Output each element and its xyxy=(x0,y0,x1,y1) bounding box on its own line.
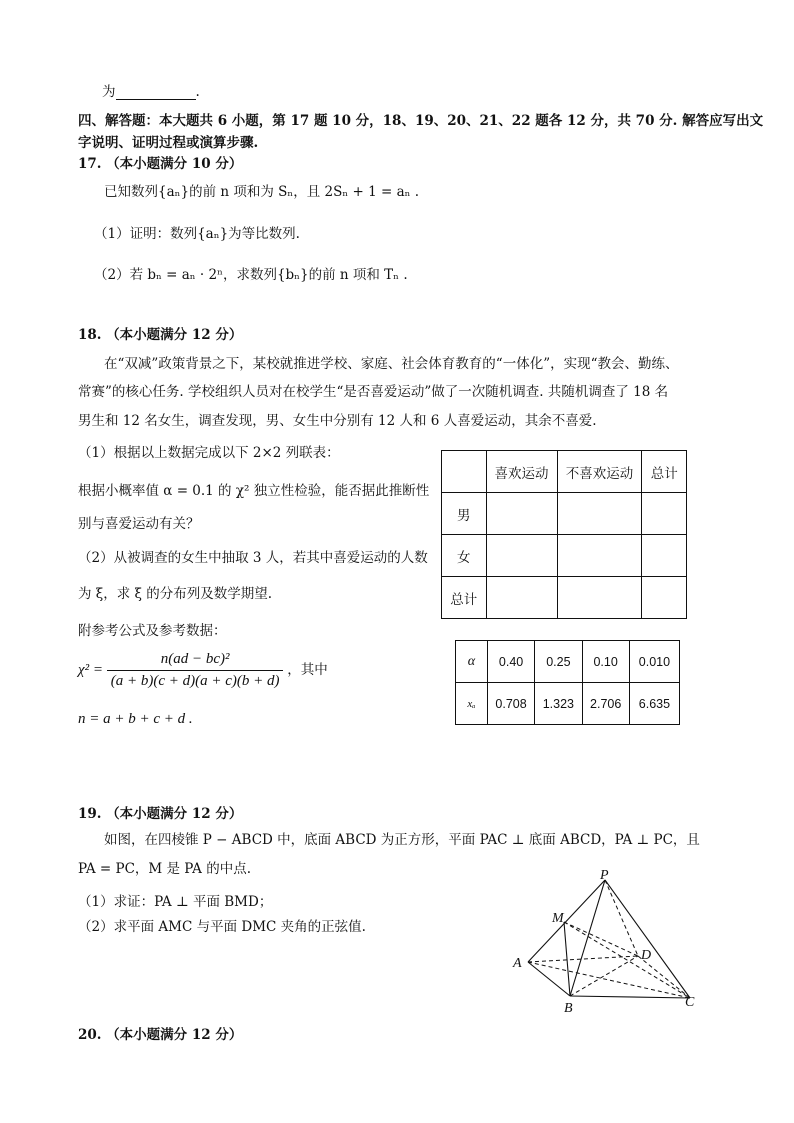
q18-part1-line1: （1）根据以上数据完成以下 2×2 列联表： xyxy=(78,445,340,461)
table-cell[interactable] xyxy=(557,535,642,577)
formula-denominator: (a + b)(c + d)(a + c)(b + d) xyxy=(110,673,280,689)
pyramid-figure xyxy=(508,868,708,1018)
edge-AD xyxy=(528,956,638,962)
table-row xyxy=(442,577,687,619)
q17-part1: （1）证明：数列{aₙ}为等比数列. xyxy=(94,226,300,242)
edge-BC xyxy=(570,996,690,998)
edge-PB xyxy=(570,880,605,996)
q17-part2: （2）若 bₙ = aₙ · 2ⁿ，求数列{bₙ}的前 n 项和 Tₙ . xyxy=(94,267,408,283)
formula-fraction xyxy=(107,651,284,690)
critical-value-table xyxy=(455,640,680,725)
x-alpha-label: xₐ xyxy=(456,683,488,725)
table-row xyxy=(442,451,687,493)
table-cell[interactable] xyxy=(557,493,642,535)
label-B: B xyxy=(564,1001,573,1016)
q17-header: 17. （本小题满分 10 分） xyxy=(78,156,243,172)
q19-part2: （2）求平面 AMC 与平面 DMC 夹角的正弦值. xyxy=(78,919,366,935)
table-row xyxy=(442,493,687,535)
table-cell: 0.010 xyxy=(629,641,679,683)
q18-part2-line2: 为 ξ，求 ξ 的分布列及数学期望. xyxy=(78,586,273,602)
table-cell: 6.635 xyxy=(629,683,679,725)
table-cell[interactable] xyxy=(486,535,557,577)
q18-header: 18. （本小题满分 12 分） xyxy=(78,327,243,343)
table-cell[interactable] xyxy=(557,577,642,619)
table-row xyxy=(456,683,680,725)
table-cell: 1.323 xyxy=(535,683,582,725)
q18-part1-line2: 根据小概率值 α = 0.1 的 χ² 独立性检验，能否据此推断性 xyxy=(78,483,430,499)
contingency-table xyxy=(441,450,687,619)
table-row-label: 总计 xyxy=(442,577,487,619)
table-cell: 0.40 xyxy=(487,641,534,683)
label-M: M xyxy=(552,911,564,926)
table-row xyxy=(456,641,680,683)
diagonal-AC xyxy=(528,962,690,998)
edge-PC xyxy=(605,880,690,998)
table-cell: 2.706 xyxy=(582,683,629,725)
label-P: P xyxy=(600,868,609,883)
table-header-cell: 不喜欢运动 xyxy=(557,451,642,493)
table-header-cell: 喜欢运动 xyxy=(486,451,557,493)
q20-header: 20. （本小题满分 12 分） xyxy=(78,1027,243,1043)
q18-part1-line3: 别与喜爱运动有关？ xyxy=(78,516,200,532)
table-cell[interactable] xyxy=(486,577,557,619)
table-row xyxy=(442,535,687,577)
prev-answer-line xyxy=(102,80,200,100)
formula-numerator: n(ad − bc)² xyxy=(107,651,284,671)
table-row-label: 女 xyxy=(442,535,487,577)
prev-prefix: 为 xyxy=(102,84,116,100)
q18-paragraph-line3: 男生和 12 名女生，调查发现，男、女生中分别有 12 人和 6 人喜爱运动，其余不喜爱. xyxy=(78,413,597,429)
table-cell[interactable] xyxy=(642,577,687,619)
formula-n-definition: n = a + b + c + d . xyxy=(78,711,193,727)
formula-lhs: χ² = xyxy=(78,661,103,678)
q17-stem: 已知数列{aₙ}的前 n 项和为 Sₙ，且 2Sₙ + 1 = aₙ . xyxy=(104,184,420,200)
q19-part1: （1）求证：PA ⊥ 平面 BMD； xyxy=(78,894,273,910)
table-cell[interactable] xyxy=(642,535,687,577)
chi-square-formula xyxy=(78,651,328,690)
q18-part2-line1: （2）从被调查的女生中抽取 3 人，若其中喜爱运动的人数 xyxy=(78,550,428,566)
formula-tail: ，其中 xyxy=(287,661,328,678)
label-A: A xyxy=(513,956,522,971)
label-D: D xyxy=(641,948,652,963)
table-cell xyxy=(442,451,487,493)
table-row-label: 男 xyxy=(442,493,487,535)
q18-paragraph-line1: 在“双减”政策背景之下，某校就推进学校、家庭、社会体育教育的“一体化”，实现“教会、勤练、 xyxy=(104,356,679,372)
table-cell: 0.708 xyxy=(487,683,534,725)
q18-ref-title: 附参考公式及参考数据： xyxy=(78,623,227,639)
table-cell: 0.10 xyxy=(582,641,629,683)
segment-MB xyxy=(564,922,570,996)
prev-suffix: . xyxy=(195,84,200,100)
segment-MC xyxy=(564,922,690,998)
alpha-label: α xyxy=(456,641,488,683)
table-cell: 0.25 xyxy=(535,641,582,683)
q18-paragraph-line2: 常赛”的核心任务. 学校组织人员对在校学生“是否喜爱运动”做了一次随机调查. 共随机调查了 18 名 xyxy=(78,384,669,400)
section4-line1: 四、解答题：本大题共 6 小题，第 17 题 10 分，18、19、20、21、22 题各 12 分，共 70 分. 解答应写出文 xyxy=(78,113,764,129)
table-cell[interactable] xyxy=(486,493,557,535)
q19-paragraph-line2: PA = PC，M 是 PA 的中点. xyxy=(78,861,251,877)
segment-MD xyxy=(564,922,638,956)
answer-blank[interactable] xyxy=(116,85,196,100)
q19-paragraph-line1: 如图，在四棱锥 P − ABCD 中，底面 ABCD 为正方形，平面 PAC ⊥ 底面 ABCD，PA ⊥ PC，且 xyxy=(104,832,700,848)
table-header-cell: 总计 xyxy=(642,451,687,493)
q19-header: 19. （本小题满分 12 分） xyxy=(78,806,243,822)
label-C: C xyxy=(685,995,695,1010)
section4-line2: 字说明、证明过程或演算步骤. xyxy=(78,135,259,151)
table-cell[interactable] xyxy=(642,493,687,535)
